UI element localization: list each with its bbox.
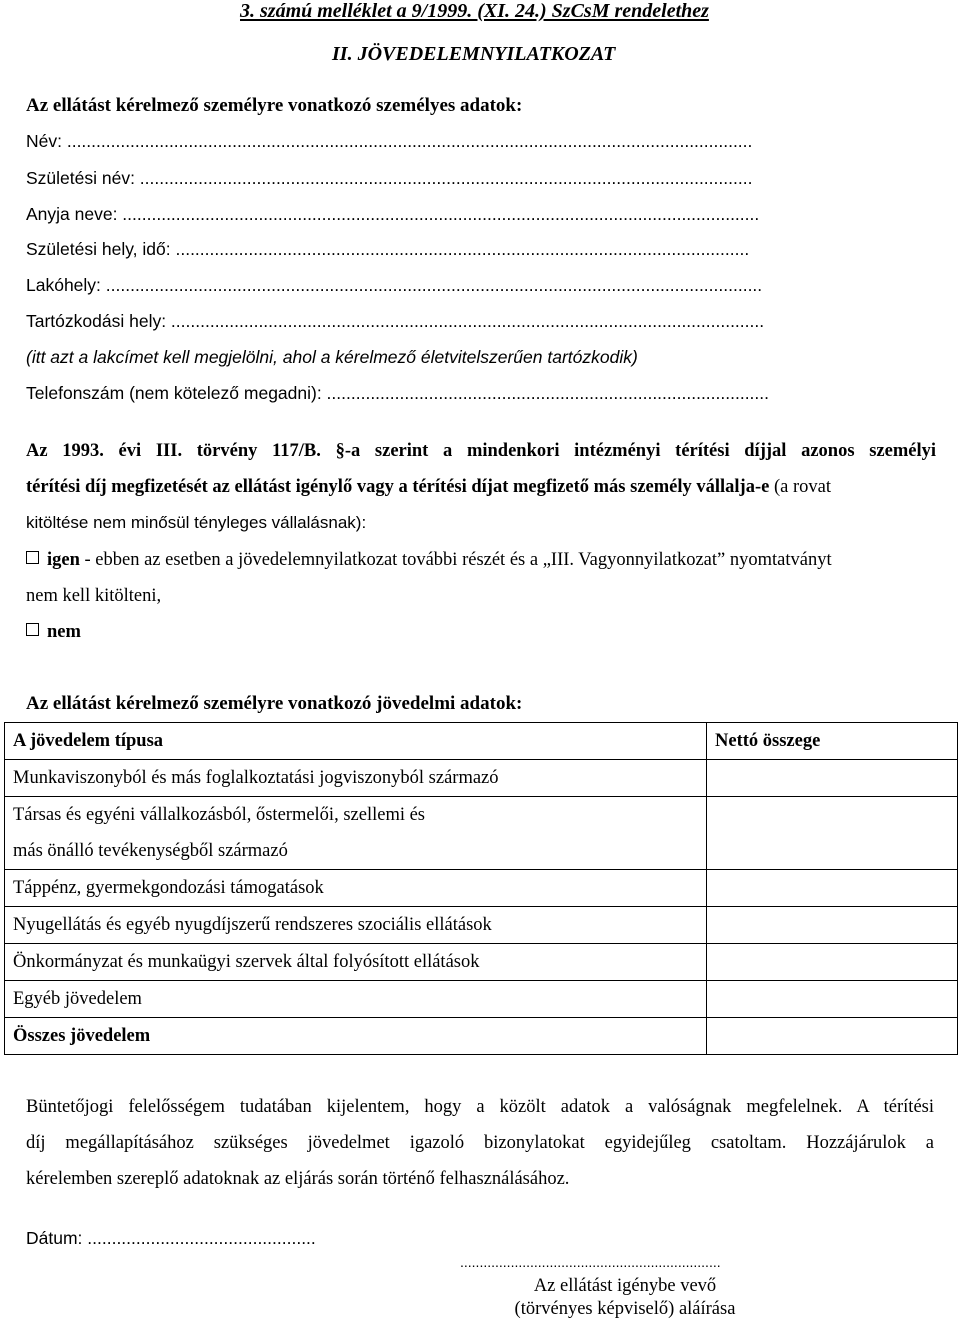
stay-place-field[interactable]: Tartózkodási hely: .......................................................................................................................... [26,311,765,331]
stay-place-note: (itt azt a lakcímet kell megjelölni, ahol a kérelmező életvitelszerűen tartózkodik) [26,347,638,367]
income-table [4,722,958,1055]
col-net-amount: Nettó összege [707,723,958,760]
date-field[interactable]: Dátum: ............................................... [26,1228,316,1248]
net-amount-cell[interactable] [707,944,958,981]
declaration-line-3: kérelemben szereplő adatoknak az eljárás során történő felhasználásához. [26,1169,570,1189]
declaration-line-1: Büntetőjogi felelősségem tudatában kijelentem, hogy a közölt adatok a valóságnak megfelelnek. A térítési [26,1097,934,1117]
income-type-cell: Önkormányzat és munkaügyi szervek által folyósított ellátások [5,944,707,981]
name-field[interactable]: Név: ............................................................................................................................................. [26,131,753,151]
phone-field[interactable]: Telefonszám (nem kötelező megadni): ........................................................................................... [26,383,770,403]
signature-label-1: Az ellátást igénybe vevő [533,1276,717,1296]
net-amount-cell[interactable] [707,870,958,907]
income-type-cell: Egyéb jövedelem [5,981,707,1018]
total-amount-cell[interactable] [707,1018,958,1055]
personal-data-heading: Az ellátást kérelmező személyre vonatkozó személyes adatok: [26,95,523,116]
income-table-header [5,723,958,760]
birth-place-date-field[interactable]: Születési hely, idő: ...................................................................................................................... [26,239,750,259]
option-no-label: nem [47,622,81,642]
checkbox-yes[interactable] [26,551,39,564]
annex-reference: 3. számú melléklet a 9/1999. (XI. 24.) SzCsM rendelethez [240,0,709,22]
statement-line-2-bold: térítési díj megfizetését az ellátást igénylő vagy a térítési díjat megfizető más személy vállalja-e [26,477,770,497]
statement-line-2 [26,477,936,498]
option-yes[interactable] [26,550,832,571]
table-row [5,944,958,981]
option-yes-label: igen [47,550,80,570]
option-yes-text: - ebben az esetben a jövedelemnyilatkozat további részét és a „III. Vagyonnyilatkozat” nyomtatványt [79,550,832,570]
col-income-type: A jövedelem típusa [5,723,707,760]
table-row [5,907,958,944]
income-heading: Az ellátást kérelmező személyre vonatkozó jövedelmi adatok: [26,693,523,714]
option-yes-continuation: nem kell kitölteni, [26,586,162,606]
total-label: Összes jövedelem [5,1018,707,1055]
income-type-cell: Nyugellátás és egyéb nyugdíjszerű rendszeres szociális ellátások [5,907,707,944]
table-row [5,797,958,870]
table-row [5,870,958,907]
income-type-cell: Társas és egyéni vállalkozásból, őstermelői, szellemi és más önálló tevékenységből származó [5,797,707,870]
net-amount-cell[interactable] [707,981,958,1018]
residence-field[interactable]: Lakóhely: ....................................................................................................................................... [26,275,763,295]
income-type-cell: Munkaviszonyból és más foglalkoztatási jogviszonyból származó [5,760,707,797]
income-type-cell: Táppénz, gyermekgondozási támogatások [5,870,707,907]
net-amount-cell[interactable] [707,760,958,797]
net-amount-cell[interactable] [707,907,958,944]
declaration-line-2: díj megállapításához szükséges jövedelmet igazoló bizonylatokat egyidejűleg csatoltam. Hozzájárulok a [26,1133,934,1153]
signature-line[interactable]: ................................................................... [460,1254,721,1270]
birth-name-field[interactable]: Születési név: .............................................................................................................................. [26,168,753,188]
table-row [5,760,958,797]
option-no[interactable] [26,622,81,643]
total-row [5,1018,958,1055]
mother-name-field[interactable]: Anyja neve: ................................................................................................................................... [26,204,760,224]
net-amount-cell[interactable] [707,797,958,870]
form-title: II. JÖVEDELEMNYILATKOZAT [332,43,616,65]
statement-line-2-rest: (a rovat [769,477,831,497]
statement-line-1: Az 1993. évi III. törvény 117/B. §-a szerint a mindenkori intézményi térítési díjjal azonos személyi [26,441,936,461]
checkbox-no[interactable] [26,623,39,636]
table-row [5,981,958,1018]
statement-line-3: kitöltése nem minősül tényleges vállalásnak): [26,513,367,532]
signature-label-2: (törvényes képviselő) aláírása [514,1299,736,1319]
